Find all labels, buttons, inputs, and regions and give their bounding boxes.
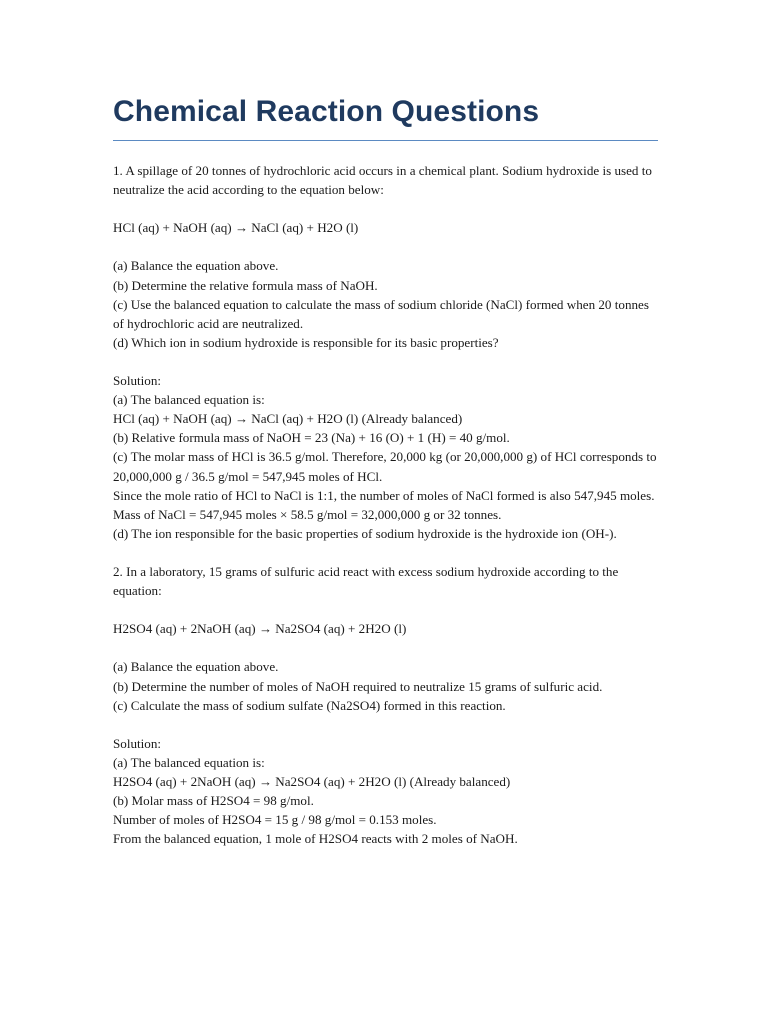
question-2-part-c: (c) Calculate the mass of sodium sulfate (Na2SO4) formed in this reaction. xyxy=(113,697,506,713)
solution-2-line: Number of moles of H2SO4 = 15 g / 98 g/mol = 0.153 moles. xyxy=(113,812,437,828)
solution-1-line: (a) The balanced equation is: xyxy=(113,392,265,408)
solution-1-line: (b) Relative formula mass of NaOH = 23 (Na) + 16 (O) + 1 (H) = 40 g/mol. xyxy=(113,430,510,446)
solution-1-line: (c) The molar mass of HCl is 36.5 g/mol. Therefore, 20,000 kg (or 20,000,000 g) of HCl corresponds to 20,000,000 g / 36.5 g/mol = 547,945 moles of HCl. xyxy=(113,449,657,484)
question-1-equation: HCl (aq) + NaOH (aq) → NaCl (aq) + H2O (l) xyxy=(113,220,359,236)
solution-1-heading: Solution: xyxy=(113,373,162,389)
question-1-solution xyxy=(113,371,658,543)
question-2-intro: 2. In a laboratory, 15 grams of sulfuric acid react with excess sodium hydroxide according to the equation: xyxy=(113,563,619,599)
solution-2-line: From the balanced equation, 1 mole of H2SO4 reacts with 2 moles of NaOH. xyxy=(113,831,518,847)
document-page xyxy=(113,92,658,867)
question-1-part-d: (d) Which ion in sodium hydroxide is responsible for its basic properties? xyxy=(113,334,499,350)
solution-2-line: H2SO4 (aq) + 2NaOH (aq) → Na2SO4 (aq) + 2H2O (l) (Already balanced) xyxy=(113,774,511,789)
question-1-parts xyxy=(113,256,658,351)
solution-2-heading: Solution: xyxy=(113,735,162,751)
solution-1-line: (d) The ion responsible for the basic properties of sodium hydroxide is the hydroxide ion (OH-). xyxy=(113,525,617,541)
question-2-solution xyxy=(113,734,658,849)
page-title: Chemical Reaction Questions xyxy=(113,95,540,128)
question-2-equation: H2SO4 (aq) + 2NaOH (aq) → Na2SO4 (aq) + 2H2O (l) xyxy=(113,621,407,637)
question-2-parts xyxy=(113,657,658,714)
question-1-intro: 1. A spillage of 20 tonnes of hydrochloric acid occurs in a chemical plant. Sodium hydroxide is used to neutralize the acid according to the equation below: xyxy=(113,163,652,198)
question-2-part-a: (a) Balance the equation above. xyxy=(113,659,279,675)
title-divider xyxy=(113,140,658,141)
solution-1-line: HCl (aq) + NaOH (aq) → NaCl (aq) + H2O (l) (Already balanced) xyxy=(113,411,463,427)
document-body xyxy=(113,161,658,848)
solution-1-line: Mass of NaCl = 547,945 moles × 58.5 g/mol = 32,000,000 g or 32 tonnes. xyxy=(113,506,502,522)
question-1-part-c: (c) Use the balanced equation to calculate the mass of sodium chloride (NaCl) formed when 20 tonnes of hydrochloric acid are neutralized. xyxy=(113,296,649,331)
question-1-part-a: (a) Balance the equation above. xyxy=(113,258,279,274)
solution-2-line: (b) Molar mass of H2SO4 = 98 g/mol. xyxy=(113,793,314,809)
question-1-part-b: (b) Determine the relative formula mass of NaOH. xyxy=(113,277,378,293)
solution-1-line: Since the mole ratio of HCl to NaCl is 1:1, the number of moles of NaCl formed is also 547,945 moles. xyxy=(113,487,655,503)
question-2-part-b: (b) Determine the number of moles of NaOH required to neutralize 15 grams of sulfuric acid. xyxy=(113,678,603,694)
solution-2-line: (a) The balanced equation is: xyxy=(113,754,265,770)
